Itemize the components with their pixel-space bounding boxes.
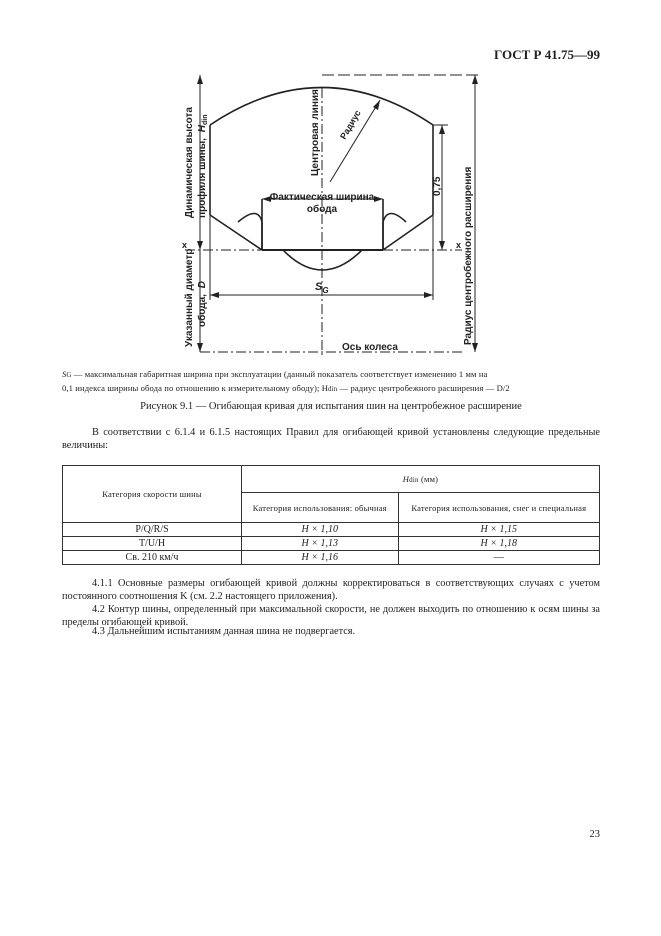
cell-category: Св. 210 км/ч [63, 551, 242, 565]
cell-snow: — [398, 551, 599, 565]
wheel-axis-label: Ось колеса [342, 342, 398, 353]
standard-number: ГОСТ Р 41.75—99 [494, 47, 600, 62]
center-line-label: Центровая линия [310, 89, 321, 176]
paragraph-4-2: 4.2 Контур шины, определенный при максимальной скорости, не должен выходить по отношению к осям шины за пределы огибающей кривой. [62, 604, 600, 628]
cell-normal: H × 1,13 [242, 537, 399, 551]
col-snow-header: Категория использования, снег и специальная [398, 493, 599, 523]
cell-category: T/U/H [63, 537, 242, 551]
paragraph-4-3: 4.3 Дальнейшим испытаниям данная шина не подвергается. [92, 626, 356, 637]
envelope-curve-figure [0, 0, 661, 370]
x-axis-label-left: x [182, 240, 188, 250]
rim-diameter-label-2: обода, D [197, 281, 208, 327]
table-row [63, 523, 600, 537]
rim-width-label: Фактическая ширина [269, 192, 375, 203]
figure-legend: SG — максимальная габаритная ширина при эксплуатации (данный показатель соответствует изменению 1 мм на 0,1 индекса ширины обода по отношению к измерительному ободу); Hdin — радиус центробежного расширения — D/2 [62, 369, 510, 393]
paragraph-4-1-1: 4.1.1 Основные размеры огибающей кривой должны корректироваться в соответствующих случаях с учетом постоянного соотношения K (см. 2.2 настоящего приложения). [62, 578, 600, 602]
cell-snow: H × 1,18 [398, 537, 599, 551]
envelope-right-slope [383, 215, 433, 250]
cell-normal: H × 1,10 [242, 523, 399, 537]
rim-diameter-label: Указанный диаметр [184, 248, 195, 347]
table-row [63, 551, 600, 565]
rim-width-label-2: обода [306, 204, 338, 215]
page-number: 23 [589, 829, 600, 840]
cell-normal: H × 1,16 [242, 551, 399, 565]
radius-label: Радиус [338, 108, 363, 141]
figure-caption: Рисунок 9.1 — Огибающая кривая для испытания шин на центробежное расширение [140, 401, 522, 412]
table-row [63, 537, 600, 551]
limits-table [62, 465, 600, 565]
sg-label: $S_G$ [315, 281, 329, 295]
cell-snow: H × 1,15 [398, 523, 599, 537]
right-bead [383, 214, 406, 251]
col-hdin-header: Hdin (мм) [242, 466, 600, 493]
ratio-075-label: 0,75 [432, 176, 443, 196]
left-bead [238, 214, 262, 251]
envelope-left-slope [210, 215, 262, 250]
col-normal-header: Категория использования: обычная [242, 493, 399, 523]
dyn-height-label-2: профиля шины, $H_{din}$ [197, 114, 209, 218]
dyn-height-label: Динамическая высота [184, 107, 195, 218]
cell-category: P/Q/R/S [63, 523, 242, 537]
paragraph-limits: В соответствии с 6.1.4 и 6.1.5 настоящих Правил для огибающей кривой установлены следующие предельные величины: [62, 427, 600, 451]
radius-expansion-label: Радиус центробежного расширения [463, 166, 474, 345]
col-speed-category-header: Категория скорости шины [63, 466, 242, 523]
x-axis-label-right: x [456, 240, 462, 250]
